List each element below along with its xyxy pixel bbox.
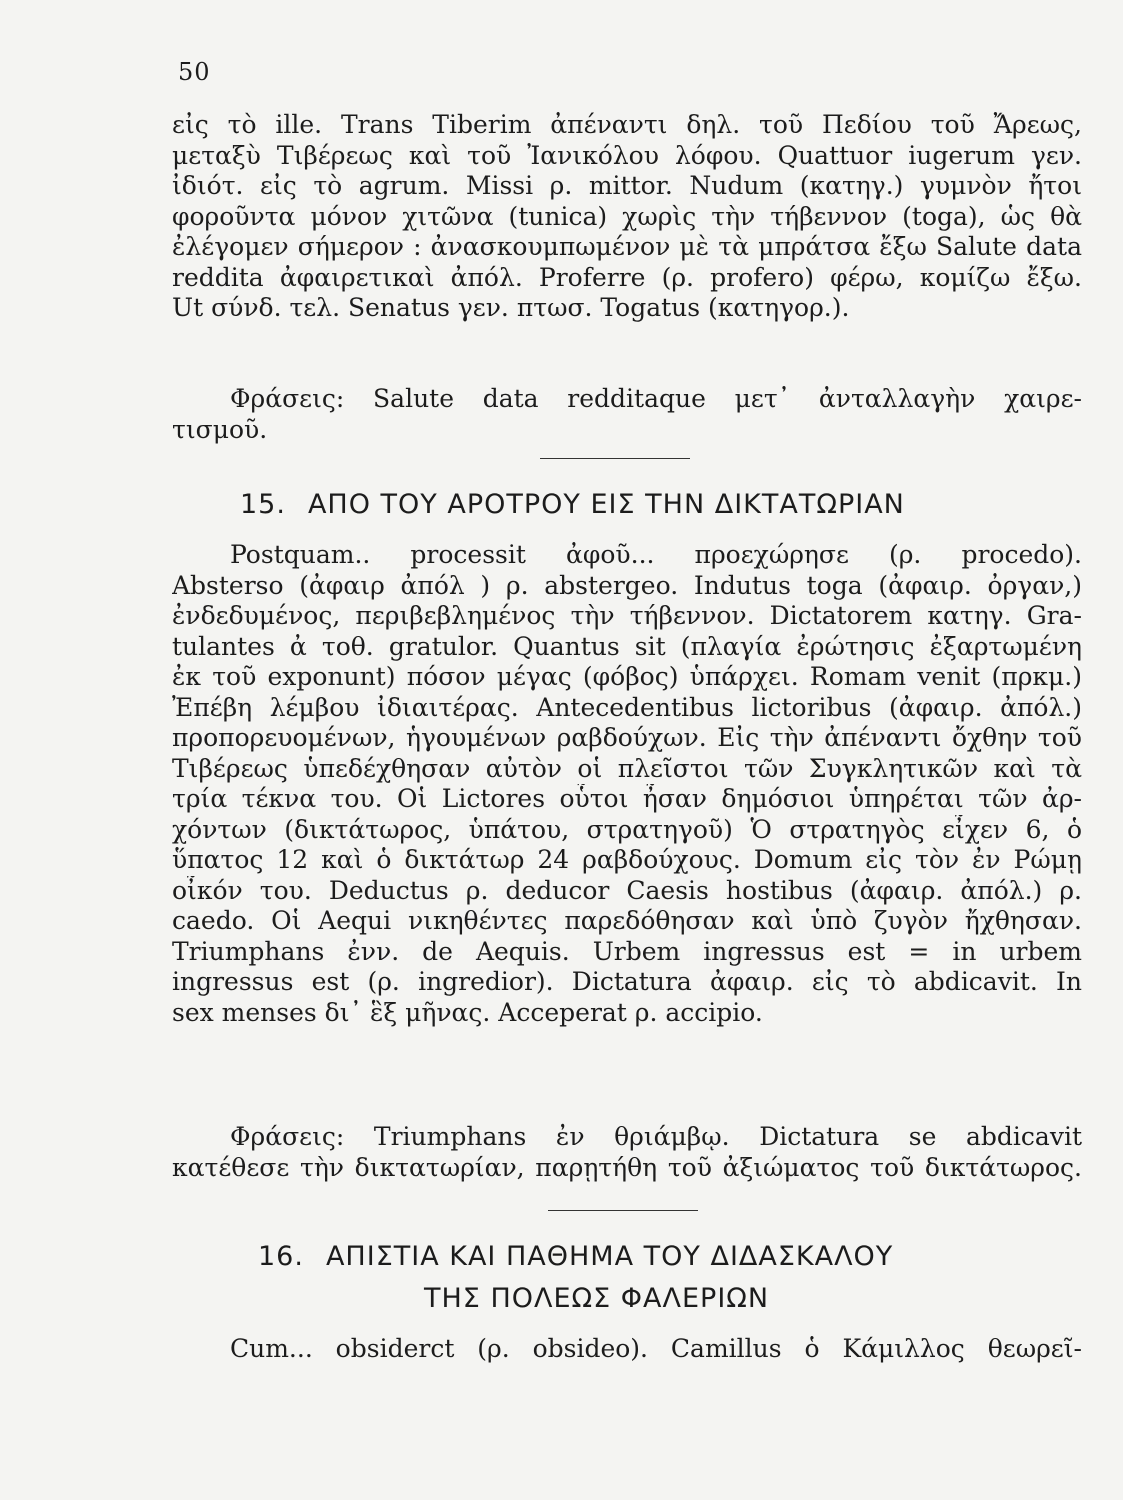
text-line: ὕπατος 12 καὶ ὁ δικτάτωρ 24 ραβδούχους. Domum εἰς τὸν ἐν Ρώμῃ	[172, 845, 1082, 874]
top-paragraph	[172, 110, 1082, 324]
phrases-block-2	[172, 1122, 1082, 1183]
text-line: ἰδιότ. εἰς τὸ agrum. Missi ρ. mittor. Nudum (κατηγ.) γυμνὸν ἤτοι	[172, 171, 1082, 200]
section-title: ΑΠΙΣΤΙΑ ΚΑΙ ΠΑΘΗΜΑ ΤΟΥ ΔΙΔΑΣΚΑΛΟΥ	[325, 1241, 894, 1272]
section-divider	[548, 1210, 698, 1211]
text-line: sex menses δι᾽ ἓξ μῆνας. Acceperat ρ. accipio.	[172, 997, 763, 1027]
section-divider	[540, 458, 690, 459]
text-line: reddita ἀφαιρετικαὶ ἀπόλ. Proferre (ρ. profero) φέρω, κομίζω ἔξω.	[172, 262, 1082, 292]
text-line: φοροῦντα μόνον χιτῶνα (tunica) χωρὶς τὴν τήβεννον (toga), ὡς θὰ	[172, 201, 1082, 231]
text-line: τρία τέκνα του. Οἱ Lictores οὗτοι ἦσαν δημόσιοι ὑπηρέται τῶν ἀρ-	[172, 784, 1082, 813]
text-line: εἰς τὸ ille. Trans Tiberim ἀπέναντι δηλ. τοῦ Πεδίου τοῦ Ἄρεως,	[172, 110, 1082, 139]
text-line: χόντων (δικτάτωρος, ὑπάτου, στρατηγοῦ) Ὁ στρατηγὸς εἶχεν 6, ὁ	[172, 814, 1082, 844]
section-number: 15.	[240, 489, 286, 520]
text-line: ἐνδεδυμένος, περιβεβλημένος τὴν τήβεννον. Dictatorem κατηγ. Gra-	[172, 601, 1082, 630]
text-line: Cum... obsiderct (ρ. obsideo). Camillus ὁ Κάμιλλος θεωρεῖ-	[230, 1334, 1082, 1363]
phrases-line: Φράσεις: Salute data redditaque μετ᾽ ἀνταλλαγὴν χαιρε-	[230, 384, 1082, 413]
section-title: ΤΗΣ ΠΟΛΕΩΣ ΦΑΛΕΡΙΩΝ	[424, 1283, 770, 1314]
text-line: ἐλέγομεν σήμερον : ἀνασκουμπωμένον μὲ τὰ μπράτσα ἔξω Salute data	[172, 232, 1082, 261]
text-line: Triumphans ἐνν. de Aequis. Urbem ingressus est = in urbem	[172, 936, 1082, 966]
page-number: 50	[178, 58, 211, 86]
phrases-line: τισμοῦ.	[172, 414, 268, 444]
text-line: caedo. Οἱ Aequi νικηθέντες παρεδόθησαν καὶ ὑπὸ ζυγὸν ἤχθησαν.	[172, 906, 1082, 935]
text-line: Absterso (ἀφαιρ ἀπόλ ) ρ. abstergeo. Indutus toga (ἀφαιρ. ὀργαν,)	[172, 570, 1082, 600]
phrases-block-1	[172, 384, 1082, 445]
text-line: Ut σύνδ. τελ. Senatus γεν. πτωσ. Togatus (κατηγορ.).	[172, 293, 850, 322]
text-line: ἐκ τοῦ exponunt) πόσον μέγας (φόβος) ὑπάρχει. Romam venit (πρκμ.)	[172, 662, 1082, 691]
section-15-heading	[240, 488, 1123, 522]
section-15-body	[172, 540, 1082, 1028]
section-16-body	[172, 1334, 1082, 1365]
text-line: tulantes ἀ τοθ. gratulor. Quantus sit (πλαγία ἐρώτησις ἐξαρτωμένη	[172, 631, 1082, 661]
text-line: ingressus est (ρ. ingredior). Dictatura ἀφαιρ. εἰς τὸ abdicavit. In	[172, 967, 1082, 996]
phrases-line: κατέθεσε τὴν δικτατωρίαν, παρῃτήθη τοῦ ἀξιώματος τοῦ δικτάτωρος.	[172, 1152, 1082, 1182]
text-line: οἶκόν του. Deductus ρ. deducor Caesis hostibus (ἀφαιρ. ἀπόλ.) ρ.	[172, 875, 1082, 905]
section-title: ΑΠΟ ΤΟΥ ΑΡΟΤΡΟΥ ΕΙΣ ΤΗΝ ΔΙΚΤΑΤΩΡΙΑΝ	[307, 489, 905, 520]
text-line: Ἐπέβη λέμβου ἰδιαιτέρας. Antecedentibus lictoribus (ἀφαιρ. ἀπόλ.)	[172, 692, 1082, 722]
section-number: 16.	[258, 1241, 304, 1272]
section-16-heading	[258, 1240, 1123, 1274]
section-16-heading-line2	[424, 1282, 1123, 1316]
phrases-line: Φράσεις: Triumphans ἐν θριάμβῳ. Dictatura se abdicavit	[230, 1122, 1082, 1151]
text-line: μεταξὺ Τιβέρεως καὶ τοῦ Ἰανικόλου λόφου. Quattuor iugerum γεν.	[172, 140, 1082, 170]
text-line: προπορευομένων, ἡγουμένων ραβδούχων. Εἰς τὴν ἀπέναντι ὄχθην τοῦ	[172, 723, 1082, 752]
text-line: Τιβέρεως ὑπεδέχθησαν αὐτὸν οἱ πλεῖστοι τῶν Συγκλητικῶν καὶ τὰ	[172, 753, 1082, 783]
text-line: Postquam.. processit ἀφοῦ... προεχώρησε (ρ. procedo).	[230, 540, 1082, 569]
